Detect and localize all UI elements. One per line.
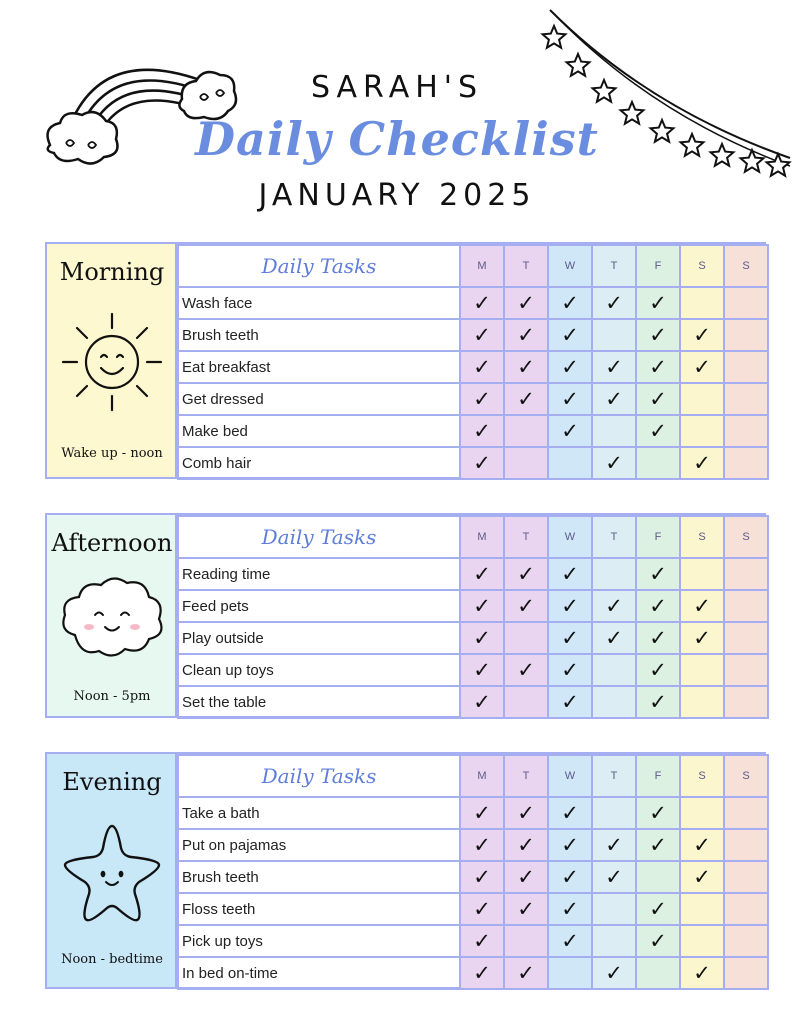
check-cell[interactable]	[592, 829, 636, 861]
check-cell[interactable]	[724, 654, 768, 686]
morning-section	[45, 242, 766, 479]
check-cell[interactable]	[680, 654, 724, 686]
check-cell[interactable]	[460, 590, 504, 622]
check-cell[interactable]	[636, 590, 680, 622]
day-header: W	[548, 755, 592, 797]
check-cell[interactable]	[636, 447, 680, 479]
check-mark-icon: ✓	[649, 801, 667, 825]
check-cell[interactable]	[680, 829, 724, 861]
check-cell[interactable]	[548, 622, 592, 654]
check-mark-icon: ✓	[473, 961, 491, 985]
check-mark-icon: ✓	[473, 323, 491, 347]
check-mark-icon: ✓	[473, 690, 491, 714]
check-mark-icon: ✓	[473, 387, 491, 411]
check-cell[interactable]	[724, 957, 768, 989]
task-row	[178, 383, 768, 415]
check-mark-icon: ✓	[473, 929, 491, 953]
task-row	[178, 654, 768, 686]
check-mark-icon: ✓	[649, 291, 667, 315]
check-cell[interactable]	[724, 415, 768, 447]
check-cell[interactable]	[504, 686, 548, 718]
task-row	[178, 957, 768, 989]
section-time: Noon - bedtime	[61, 952, 163, 967]
check-mark-icon: ✓	[561, 387, 579, 411]
check-mark-icon: ✓	[473, 355, 491, 379]
check-cell[interactable]	[460, 957, 504, 989]
check-mark-icon: ✓	[473, 801, 491, 825]
check-mark-icon: ✓	[605, 291, 623, 315]
task-row	[178, 319, 768, 351]
check-mark-icon: ✓	[605, 594, 623, 618]
task-label: Comb hair	[178, 447, 460, 479]
month-label: JANUARY 2025	[258, 178, 536, 213]
check-cell[interactable]	[548, 957, 592, 989]
check-cell[interactable]	[592, 351, 636, 383]
check-cell[interactable]	[504, 590, 548, 622]
check-cell[interactable]	[636, 415, 680, 447]
check-cell[interactable]	[724, 797, 768, 829]
task-label: Set the table	[178, 686, 460, 718]
section-time: Wake up - noon	[61, 446, 163, 461]
check-cell[interactable]	[460, 351, 504, 383]
grid-header-row	[178, 755, 768, 797]
task-row	[178, 686, 768, 718]
check-cell[interactable]	[460, 797, 504, 829]
check-cell[interactable]	[592, 590, 636, 622]
check-mark-icon: ✓	[693, 961, 711, 985]
check-cell[interactable]	[504, 558, 548, 590]
check-mark-icon: ✓	[649, 355, 667, 379]
check-cell[interactable]	[592, 383, 636, 415]
check-cell[interactable]	[724, 287, 768, 319]
check-cell[interactable]	[548, 829, 592, 861]
section-title: Morning	[59, 258, 165, 286]
task-row	[178, 415, 768, 447]
star-icon	[57, 820, 167, 924]
check-cell[interactable]	[548, 287, 592, 319]
check-cell[interactable]	[460, 654, 504, 686]
day-header: S	[724, 755, 768, 797]
check-mark-icon: ✓	[517, 865, 535, 889]
check-mark-icon: ✓	[473, 291, 491, 315]
check-mark-icon: ✓	[517, 387, 535, 411]
day-header: M	[460, 245, 504, 287]
check-mark-icon: ✓	[649, 594, 667, 618]
check-cell[interactable]	[592, 622, 636, 654]
check-mark-icon: ✓	[517, 323, 535, 347]
day-header: S	[680, 516, 724, 558]
task-grid	[177, 515, 766, 719]
check-mark-icon: ✓	[473, 562, 491, 586]
check-cell[interactable]	[504, 797, 548, 829]
check-cell[interactable]	[680, 415, 724, 447]
check-cell[interactable]	[460, 447, 504, 479]
cloud-icon	[57, 573, 167, 663]
check-cell[interactable]	[724, 925, 768, 957]
sun-icon	[57, 310, 167, 414]
check-mark-icon: ✓	[517, 594, 535, 618]
check-cell[interactable]	[724, 319, 768, 351]
task-label: Eat breakfast	[178, 351, 460, 383]
task-label: Pick up toys	[178, 925, 460, 957]
check-cell[interactable]	[636, 351, 680, 383]
check-mark-icon: ✓	[561, 801, 579, 825]
check-cell[interactable]	[460, 558, 504, 590]
check-mark-icon: ✓	[473, 658, 491, 682]
check-mark-icon: ✓	[693, 594, 711, 618]
check-mark-icon: ✓	[649, 562, 667, 586]
check-cell[interactable]	[504, 829, 548, 861]
check-cell[interactable]	[724, 686, 768, 718]
check-mark-icon: ✓	[561, 690, 579, 714]
day-header: S	[724, 516, 768, 558]
check-cell[interactable]	[636, 925, 680, 957]
task-row	[178, 925, 768, 957]
check-cell[interactable]	[724, 829, 768, 861]
check-cell[interactable]	[636, 829, 680, 861]
day-header: T	[504, 755, 548, 797]
check-cell[interactable]	[592, 654, 636, 686]
afternoon-panel	[47, 515, 177, 716]
check-mark-icon: ✓	[561, 323, 579, 347]
section-title: Afternoon	[51, 529, 173, 557]
check-cell[interactable]	[680, 558, 724, 590]
check-mark-icon: ✓	[649, 929, 667, 953]
day-header: W	[548, 516, 592, 558]
check-cell[interactable]	[460, 829, 504, 861]
check-mark-icon: ✓	[517, 897, 535, 921]
check-cell[interactable]	[460, 686, 504, 718]
task-row	[178, 622, 768, 654]
check-cell[interactable]	[504, 383, 548, 415]
task-row	[178, 797, 768, 829]
check-mark-icon: ✓	[605, 833, 623, 857]
tasks-header: Daily Tasks	[178, 245, 460, 287]
check-cell[interactable]	[548, 893, 592, 925]
check-cell[interactable]	[592, 861, 636, 893]
check-mark-icon: ✓	[605, 355, 623, 379]
check-cell[interactable]	[636, 893, 680, 925]
owner-name: SARAH'S	[310, 70, 484, 105]
day-header: S	[680, 755, 724, 797]
day-header: S	[724, 245, 768, 287]
check-mark-icon: ✓	[693, 451, 711, 475]
check-mark-icon: ✓	[561, 594, 579, 618]
check-cell[interactable]	[724, 351, 768, 383]
check-mark-icon: ✓	[605, 451, 623, 475]
check-cell[interactable]	[592, 287, 636, 319]
page-header	[0, 0, 794, 230]
check-cell[interactable]	[592, 319, 636, 351]
check-mark-icon: ✓	[561, 291, 579, 315]
tasks-header: Daily Tasks	[178, 755, 460, 797]
check-cell[interactable]	[504, 622, 548, 654]
check-cell[interactable]	[548, 351, 592, 383]
day-header: T	[592, 516, 636, 558]
check-mark-icon: ✓	[473, 419, 491, 443]
check-cell[interactable]	[548, 558, 592, 590]
check-mark-icon: ✓	[561, 929, 579, 953]
check-cell[interactable]	[460, 383, 504, 415]
check-mark-icon: ✓	[693, 355, 711, 379]
check-cell[interactable]	[724, 590, 768, 622]
day-header: M	[460, 755, 504, 797]
check-cell[interactable]	[504, 861, 548, 893]
task-row	[178, 893, 768, 925]
check-cell[interactable]	[592, 686, 636, 718]
check-cell[interactable]	[636, 622, 680, 654]
day-header: T	[592, 755, 636, 797]
check-cell[interactable]	[680, 957, 724, 989]
check-cell[interactable]	[636, 319, 680, 351]
check-mark-icon: ✓	[561, 897, 579, 921]
check-cell[interactable]	[504, 415, 548, 447]
check-mark-icon: ✓	[473, 626, 491, 650]
check-cell[interactable]	[460, 415, 504, 447]
check-cell[interactable]	[680, 686, 724, 718]
check-mark-icon: ✓	[517, 801, 535, 825]
tasks-header: Daily Tasks	[178, 516, 460, 558]
check-mark-icon: ✓	[605, 626, 623, 650]
check-mark-icon: ✓	[649, 690, 667, 714]
day-header: S	[680, 245, 724, 287]
check-cell[interactable]	[504, 957, 548, 989]
grid-header-row	[178, 516, 768, 558]
morning-panel	[47, 244, 177, 477]
check-cell[interactable]	[680, 319, 724, 351]
check-cell[interactable]	[680, 797, 724, 829]
day-header: F	[636, 516, 680, 558]
check-mark-icon: ✓	[473, 594, 491, 618]
check-mark-icon: ✓	[605, 387, 623, 411]
check-cell[interactable]	[548, 415, 592, 447]
day-header: T	[504, 516, 548, 558]
check-cell[interactable]	[592, 797, 636, 829]
check-cell[interactable]	[592, 558, 636, 590]
check-mark-icon: ✓	[649, 419, 667, 443]
task-grid	[177, 244, 766, 480]
check-cell[interactable]	[680, 447, 724, 479]
task-label: Feed pets	[178, 590, 460, 622]
section-time: Noon - 5pm	[73, 689, 151, 704]
day-header: F	[636, 755, 680, 797]
check-mark-icon: ✓	[649, 323, 667, 347]
task-row	[178, 590, 768, 622]
check-cell[interactable]	[504, 893, 548, 925]
section-title: Evening	[62, 768, 162, 796]
check-cell[interactable]	[548, 383, 592, 415]
check-cell[interactable]	[548, 925, 592, 957]
check-mark-icon: ✓	[649, 833, 667, 857]
check-cell[interactable]	[548, 319, 592, 351]
check-cell[interactable]	[504, 287, 548, 319]
task-label: Reading time	[178, 558, 460, 590]
task-row	[178, 287, 768, 319]
task-label: Floss teeth	[178, 893, 460, 925]
check-mark-icon: ✓	[517, 562, 535, 586]
check-mark-icon: ✓	[561, 833, 579, 857]
grid-header-row	[178, 245, 768, 287]
task-label: Wash face	[178, 287, 460, 319]
task-row	[178, 829, 768, 861]
check-mark-icon: ✓	[473, 833, 491, 857]
check-mark-icon: ✓	[649, 658, 667, 682]
task-row	[178, 447, 768, 479]
check-mark-icon: ✓	[473, 897, 491, 921]
check-cell[interactable]	[460, 622, 504, 654]
check-cell[interactable]	[548, 590, 592, 622]
task-label: Take a bath	[178, 797, 460, 829]
check-cell[interactable]	[636, 383, 680, 415]
check-cell[interactable]	[724, 622, 768, 654]
check-mark-icon: ✓	[605, 865, 623, 889]
check-mark-icon: ✓	[517, 355, 535, 379]
bunting-star-icon	[543, 26, 566, 48]
check-cell[interactable]	[504, 925, 548, 957]
check-cell[interactable]	[460, 287, 504, 319]
check-cell[interactable]	[636, 558, 680, 590]
check-mark-icon: ✓	[517, 658, 535, 682]
check-mark-icon: ✓	[517, 961, 535, 985]
evening-panel	[47, 754, 177, 987]
task-row	[178, 558, 768, 590]
check-cell[interactable]	[680, 590, 724, 622]
check-cell[interactable]	[636, 686, 680, 718]
check-mark-icon: ✓	[473, 451, 491, 475]
check-cell[interactable]	[460, 319, 504, 351]
day-header: F	[636, 245, 680, 287]
check-mark-icon: ✓	[517, 291, 535, 315]
check-cell[interactable]	[504, 351, 548, 383]
check-cell[interactable]	[680, 861, 724, 893]
task-label: Make bed	[178, 415, 460, 447]
check-cell[interactable]	[680, 351, 724, 383]
check-cell[interactable]	[592, 415, 636, 447]
check-mark-icon: ✓	[649, 387, 667, 411]
task-label: Play outside	[178, 622, 460, 654]
check-cell[interactable]	[592, 957, 636, 989]
check-mark-icon: ✓	[561, 419, 579, 443]
check-mark-icon: ✓	[561, 658, 579, 682]
check-cell[interactable]	[680, 287, 724, 319]
check-mark-icon: ✓	[473, 865, 491, 889]
check-cell[interactable]	[504, 654, 548, 686]
evening-section	[45, 752, 766, 989]
check-cell[interactable]	[504, 319, 548, 351]
check-cell[interactable]	[680, 893, 724, 925]
day-header: T	[504, 245, 548, 287]
check-cell[interactable]	[636, 797, 680, 829]
page-title: Daily Checklist	[195, 112, 599, 166]
check-cell[interactable]	[460, 893, 504, 925]
check-cell[interactable]	[592, 925, 636, 957]
check-cell[interactable]	[504, 447, 548, 479]
check-mark-icon: ✓	[561, 626, 579, 650]
check-cell[interactable]	[724, 893, 768, 925]
check-cell[interactable]	[680, 925, 724, 957]
task-label: Brush teeth	[178, 861, 460, 893]
task-label: Clean up toys	[178, 654, 460, 686]
check-mark-icon: ✓	[693, 865, 711, 889]
check-cell[interactable]	[460, 925, 504, 957]
task-label: Put on pajamas	[178, 829, 460, 861]
check-cell[interactable]	[636, 861, 680, 893]
check-cell[interactable]	[680, 622, 724, 654]
check-mark-icon: ✓	[561, 355, 579, 379]
day-header: M	[460, 516, 504, 558]
task-grid	[177, 754, 766, 990]
task-label: Get dressed	[178, 383, 460, 415]
check-cell[interactable]	[680, 383, 724, 415]
check-cell[interactable]	[636, 957, 680, 989]
check-cell[interactable]	[460, 861, 504, 893]
check-cell[interactable]	[724, 558, 768, 590]
day-header: T	[592, 245, 636, 287]
check-cell[interactable]	[724, 447, 768, 479]
check-mark-icon: ✓	[561, 865, 579, 889]
check-cell[interactable]	[548, 686, 592, 718]
afternoon-section	[45, 513, 766, 718]
task-label: Brush teeth	[178, 319, 460, 351]
check-cell[interactable]	[724, 861, 768, 893]
check-mark-icon: ✓	[693, 626, 711, 650]
check-mark-icon: ✓	[561, 562, 579, 586]
check-mark-icon: ✓	[605, 961, 623, 985]
check-mark-icon: ✓	[693, 323, 711, 347]
task-label: In bed on-time	[178, 957, 460, 989]
check-cell[interactable]	[592, 447, 636, 479]
check-mark-icon: ✓	[693, 833, 711, 857]
check-mark-icon: ✓	[649, 626, 667, 650]
check-cell[interactable]	[548, 654, 592, 686]
check-cell[interactable]	[548, 447, 592, 479]
check-cell[interactable]	[592, 893, 636, 925]
task-row	[178, 351, 768, 383]
check-mark-icon: ✓	[649, 897, 667, 921]
day-header: W	[548, 245, 592, 287]
check-cell[interactable]	[636, 287, 680, 319]
check-cell[interactable]	[636, 654, 680, 686]
check-mark-icon: ✓	[517, 833, 535, 857]
check-cell[interactable]	[548, 797, 592, 829]
check-cell[interactable]	[548, 861, 592, 893]
task-row	[178, 861, 768, 893]
check-cell[interactable]	[724, 383, 768, 415]
